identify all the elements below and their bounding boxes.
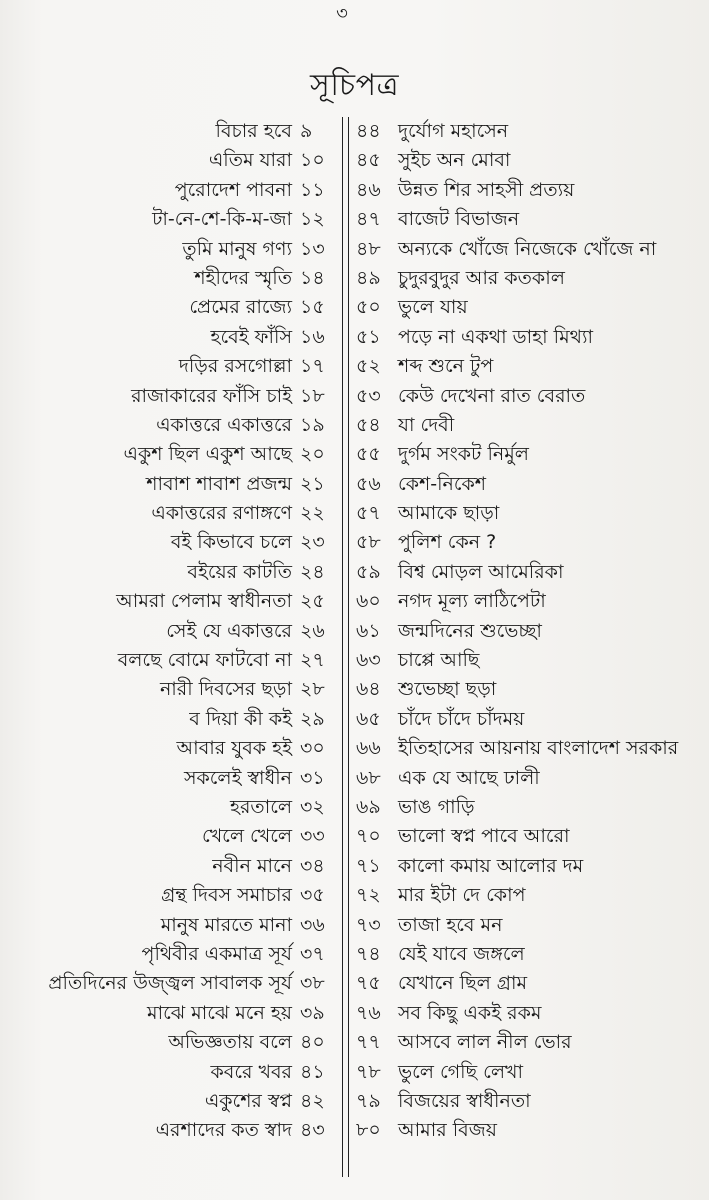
toc-entry-title: পৃথিবীর একমাত্র সূর্য (141, 942, 292, 965)
toc-entry-page: ৯ (300, 120, 313, 142)
toc-entry-title: শহীদের স্মৃতি (194, 266, 292, 289)
toc-entry-title: বাজেট বিভাজন (398, 208, 520, 231)
toc-entry-page: ৪৬ (356, 178, 381, 201)
toc-entry-title: একুশ ছিল একুশ আছে (123, 443, 292, 466)
toc-entry-page: ১৮ (300, 384, 325, 407)
toc-entry-page: ২৪ (300, 560, 325, 583)
toc-entry-title: নারী দিবসের ছড়া (159, 678, 292, 701)
toc-entry-page: ৫০ (356, 296, 381, 319)
toc-entry-page: ৮০ (356, 1119, 381, 1142)
toc-entry (356, 117, 701, 146)
toc-entry-title: বিজয়ের স্বাধীনতা (398, 1089, 531, 1112)
toc-entry-title: বইয়ের কাটতি (187, 560, 292, 583)
toc-entry (356, 558, 701, 587)
toc-entry-title: আমাকে ছাড়া (398, 502, 500, 525)
toc-entry (0, 764, 334, 793)
toc-entry-page: ৩৬ (300, 913, 325, 936)
toc-entry-page: ৫৭ (356, 502, 381, 525)
toc-entry-title: গ্রন্থ দিবস সমাচার (161, 884, 292, 907)
toc-entry (356, 411, 701, 440)
toc-entry-title: হরতালে (230, 795, 292, 818)
toc-entry-page: ৩২ (300, 795, 325, 818)
toc-entry-title: শব্দ শুনে টুপ (398, 355, 494, 378)
toc-entry (356, 617, 701, 646)
column-divider-right (348, 117, 349, 1177)
toc-entry (0, 646, 334, 675)
toc-entry (0, 293, 334, 322)
toc-entry-page: ১৭ (300, 355, 325, 378)
toc-entry-page: ১৬ (300, 325, 325, 348)
toc-entry (356, 587, 701, 616)
toc-entry-title: অভিজ্ঞতায় বলে (168, 1031, 292, 1054)
toc-entry (0, 587, 334, 616)
toc-entry-page: ৪৪ (356, 120, 381, 142)
toc-entry-page: ৬৬ (356, 737, 381, 760)
toc-entry-page: ২৫ (300, 590, 325, 613)
toc-entry-page: ৬৮ (356, 766, 381, 789)
toc-entry (356, 470, 701, 499)
toc-entry (0, 999, 334, 1028)
toc-entry (0, 969, 334, 998)
page-number: ৩ (336, 3, 348, 24)
toc-entry-title: খেলে খেলে (202, 825, 292, 848)
toc-entry (0, 558, 334, 587)
toc-entry-page: ৩৮ (300, 972, 325, 995)
toc-entry-title: প্রেমের রাজ্যে (189, 296, 292, 319)
toc-entry (356, 352, 701, 381)
toc-entry (356, 646, 701, 675)
toc-entry-title: বলছে বোমে ফাটবো না (117, 649, 292, 672)
toc-entry (356, 146, 701, 175)
toc-entry-title: আমার বিজয় (398, 1119, 497, 1142)
toc-entry-page: ৫১ (356, 325, 381, 348)
toc-entry-page: ৬০ (356, 590, 381, 613)
toc-entry (356, 1116, 701, 1145)
toc-entry-title: বই কিভাবে চলে (170, 531, 292, 554)
toc-entry (356, 323, 701, 352)
toc-entry (356, 176, 701, 205)
toc-entry-title: আসবে লাল নীল ভোর (398, 1031, 572, 1054)
toc-entry-page: ৬৪ (356, 678, 381, 701)
toc-entry-title: শুভেচ্ছা ছড়া (398, 678, 497, 701)
toc-entry-page: ৪৮ (356, 237, 381, 260)
toc-entry-title: দুর্যোগ মহাসেন (398, 120, 509, 142)
toc-entry-title: মানুষ মারতে মানা (160, 913, 292, 936)
toc-entry-title: একাত্তরের রণাঙ্গণে (151, 502, 292, 525)
toc-entry-page: ৩৪ (300, 854, 325, 877)
toc-entry (0, 852, 334, 881)
toc-entry-page: ৩০ (300, 737, 325, 760)
toc-entry (356, 734, 701, 763)
toc-entry-title: জন্মদিনের শুভেচ্ছা (398, 619, 542, 642)
toc-entry (0, 822, 334, 851)
toc-entry-page: ৭৭ (356, 1031, 381, 1054)
toc-entry-page: ৫৯ (356, 560, 381, 583)
toc-entry (356, 940, 701, 969)
toc-entry-page: ২২ (300, 502, 325, 525)
toc-entry-page: ৪২ (300, 1089, 325, 1112)
toc-entry-page: ৬৯ (356, 795, 381, 818)
toc-entry-title: ভুলে যায় (398, 296, 468, 319)
toc-entry (0, 793, 334, 822)
toc-entry (0, 1028, 334, 1057)
toc-entry-page: ৩৭ (300, 942, 325, 965)
toc-entry-title: সকলেই স্বাধীন (183, 766, 292, 789)
toc-entry-title: ইতিহাসের আয়নায় বাংলাদেশ সরকার (398, 737, 679, 760)
toc-entry (356, 881, 701, 910)
toc-entry-page: ৭৯ (356, 1089, 381, 1112)
toc-entry (0, 117, 334, 146)
toc-entry-title: এক যে আছে ঢালী (398, 766, 540, 789)
toc-entry (356, 440, 701, 469)
toc-entry-page: ৭৪ (356, 942, 381, 965)
toc-entry (0, 470, 334, 499)
toc-entry (356, 999, 701, 1028)
toc-right-column (356, 117, 701, 1146)
toc-entry-page: ৫৫ (356, 443, 381, 466)
toc-entry (356, 235, 701, 264)
toc-entry-page: ১৫ (300, 296, 325, 319)
toc-entry-page: ১৩ (300, 237, 325, 260)
toc-entry (0, 176, 334, 205)
toc-entry-page: ৫৮ (356, 531, 381, 554)
toc-entry (0, 734, 334, 763)
toc-entry-title: ভাঙ গাড়ি (398, 795, 475, 818)
toc-entry-title: আবার যুবক হই (176, 737, 292, 760)
toc-entry-title: নবীন মানে (212, 854, 292, 877)
toc-entry-page: ৫৩ (356, 384, 381, 407)
toc-entry-title: কেউ দেখেনা রাত বেরাত (398, 384, 586, 407)
toc-entry-title: যা দেবী (398, 413, 455, 436)
toc-entry-title: চুদুরবুদুর আর কতকাল (398, 266, 565, 289)
toc-entry (0, 1058, 334, 1087)
toc-entry-page: ২৭ (300, 649, 325, 672)
toc-entry-title: তাজা হবে মন (398, 913, 503, 936)
toc-entry (0, 617, 334, 646)
toc-entry-page: ২৮ (300, 678, 325, 701)
toc-entry (356, 852, 701, 881)
toc-entry (356, 1058, 701, 1087)
toc-entry-title: একাত্তরে একাত্তরে (156, 413, 292, 436)
column-divider-left (342, 117, 343, 1177)
toc-entry (356, 705, 701, 734)
toc-entry (356, 822, 701, 851)
toc-entry-title: প্রতিদিনের উজ্জ্বল সাবালক সূর্য (48, 972, 292, 995)
toc-entry (356, 1028, 701, 1057)
toc-entry-page: ৭৬ (356, 1001, 381, 1024)
toc-entry-title: এতিম যারা (208, 149, 292, 172)
toc-entry-page: ৪৩ (300, 1119, 325, 1142)
toc-entry (0, 940, 334, 969)
toc-entry-title: সব কিছু একই রকম (398, 1001, 542, 1024)
toc-entry (356, 969, 701, 998)
toc-entry-page: ৪৭ (356, 208, 381, 231)
toc-entry-title: আমরা পেলাম স্বাধীনতা (116, 590, 292, 613)
toc-entry-page: ৪৯ (356, 266, 381, 289)
toc-entry-title: রাজাকারের ফাঁসি চাই (131, 384, 292, 407)
toc-entry-page: ৩৫ (300, 884, 325, 907)
toc-entry-title: পুলিশ কেন ? (398, 531, 497, 554)
toc-entry-page: ২৬ (300, 619, 325, 642)
toc-entry (356, 264, 701, 293)
toc-entry-page: ৩৩ (300, 825, 325, 848)
toc-entry-title: ভালো স্বপ্ন পাবে আরো (398, 825, 570, 848)
toc-entry (356, 528, 701, 557)
toc-entry-page: ২০ (300, 443, 325, 466)
toc-entry-title: যেখানে ছিল গ্রাম (398, 972, 528, 995)
toc-entry (356, 382, 701, 411)
toc-entry-title: কালো কমায় আলোর দম (398, 854, 584, 877)
toc-entry (0, 440, 334, 469)
toc-entry (356, 764, 701, 793)
toc-entry (0, 411, 334, 440)
toc-entry-title: বিচার হবে (215, 120, 292, 142)
toc-entry-page: ৩৯ (300, 1001, 325, 1024)
toc-entry-page: ১১ (300, 178, 325, 201)
toc-entry-page: ৭০ (356, 825, 381, 848)
toc-entry-title: হবেই ফাঁসি (210, 325, 292, 348)
toc-entry-title: মাঝে মাঝে মনে হয় (147, 1001, 292, 1024)
toc-entry (0, 675, 334, 704)
toc-entry (0, 705, 334, 734)
toc-entry-page: ৭৩ (356, 913, 381, 936)
toc-entry (356, 793, 701, 822)
toc-entry (356, 911, 701, 940)
toc-entry-title: পড়ে না একথা ডাহা মিথ্যা (398, 325, 593, 348)
toc-entry-page: ২১ (300, 472, 325, 495)
toc-entry (0, 528, 334, 557)
toc-entry-page: ৭২ (356, 884, 381, 907)
toc-entry (0, 235, 334, 264)
toc-entry (0, 1116, 334, 1145)
toc-entry (0, 382, 334, 411)
page-title: সূচিপত্র (310, 68, 399, 103)
toc-entry-title: চাঁদে চাঁদে চাঁদময় (398, 707, 525, 730)
toc-entry (356, 1087, 701, 1116)
toc-entry-page: ৪১ (300, 1060, 325, 1083)
toc-entry-page: ৩১ (300, 766, 325, 789)
toc-entry-page: ২৯ (300, 707, 325, 730)
toc-entry-page: ৬৩ (356, 649, 381, 672)
toc-entry (0, 264, 334, 293)
toc-entry-title: এরশাদের কত স্বাদ (155, 1119, 292, 1142)
toc-entry-title: ব দিয়া কী কই (189, 707, 292, 730)
toc-entry (0, 881, 334, 910)
toc-entry-title: কেশ-নিকেশ (398, 472, 487, 495)
toc-entry-title: মার ইটা দে কোপ (398, 884, 526, 907)
toc-entry (356, 675, 701, 704)
toc-entry-page: ৫২ (356, 355, 381, 378)
toc-entry-title: বিশ্ব মোড়ল আমেরিকা (398, 560, 564, 583)
toc-entry-page: ৫৬ (356, 472, 381, 495)
toc-left-column (0, 117, 334, 1146)
toc-entry-page: ৭৮ (356, 1060, 381, 1083)
toc-entry-page: ২৩ (300, 531, 325, 554)
toc-entry-title: উন্নত শির সাহসী প্রত্যয় (398, 178, 575, 201)
toc-entry-page: ৪০ (300, 1031, 325, 1054)
toc-entry-page: ৬১ (356, 619, 381, 642)
toc-entry (0, 205, 334, 234)
toc-entry-title: অন্যকে খোঁজে নিজেকে খোঁজে না (398, 237, 657, 260)
toc-entry (0, 352, 334, 381)
toc-entry-title: কবরে খবর (210, 1060, 292, 1083)
toc-entry-title: যেই যাবে জঙ্গলে (398, 942, 525, 965)
toc-entry-title: দুর্গম সংকট নির্মুল (398, 443, 529, 466)
toc-entry-title: চাপ্পে আছি (398, 649, 480, 672)
toc-entry (0, 323, 334, 352)
toc-entry-title: পুরোদেশ পাবনা (174, 178, 292, 201)
toc-entry-page: ৬৫ (356, 707, 381, 730)
toc-entry-page: ১০ (300, 149, 325, 172)
toc-entry-page: ১৯ (300, 413, 325, 436)
toc-entry-page: ৭১ (356, 854, 381, 877)
toc-entry (356, 293, 701, 322)
toc-entry (356, 205, 701, 234)
toc-entry (0, 1087, 334, 1116)
toc-entry-title: দড়ির রসগোল্লা (178, 355, 292, 378)
toc-entry-page: ১৪ (300, 266, 325, 289)
toc-entry-title: ভুলে গেছি লেখা (398, 1060, 523, 1083)
toc-entry (0, 499, 334, 528)
toc-entry-page: ৫৪ (356, 413, 381, 436)
toc-entry (0, 911, 334, 940)
toc-entry-title: সেই যে একাত্তরে (166, 619, 292, 642)
toc-entry-title: তুমি মানুষ গণ্য (182, 237, 292, 260)
toc-entry-title: শাবাশ শাবাশ প্রজন্ম (146, 472, 292, 495)
toc-entry-title: নগদ মূল্য লাঠিপেটা (398, 590, 546, 613)
toc-entry-title: একুশের স্বপ্ন (204, 1089, 292, 1112)
toc-entry (0, 146, 334, 175)
toc-entry-title: টা-নে-শে-কি-ম-জা (152, 208, 292, 231)
toc-entry (356, 499, 701, 528)
toc-entry-page: ১২ (300, 208, 325, 231)
toc-entry-page: ৪৫ (356, 149, 381, 172)
toc-entry-title: সুইচ অন মোবা (398, 149, 511, 172)
toc-entry-page: ৭৫ (356, 972, 381, 995)
